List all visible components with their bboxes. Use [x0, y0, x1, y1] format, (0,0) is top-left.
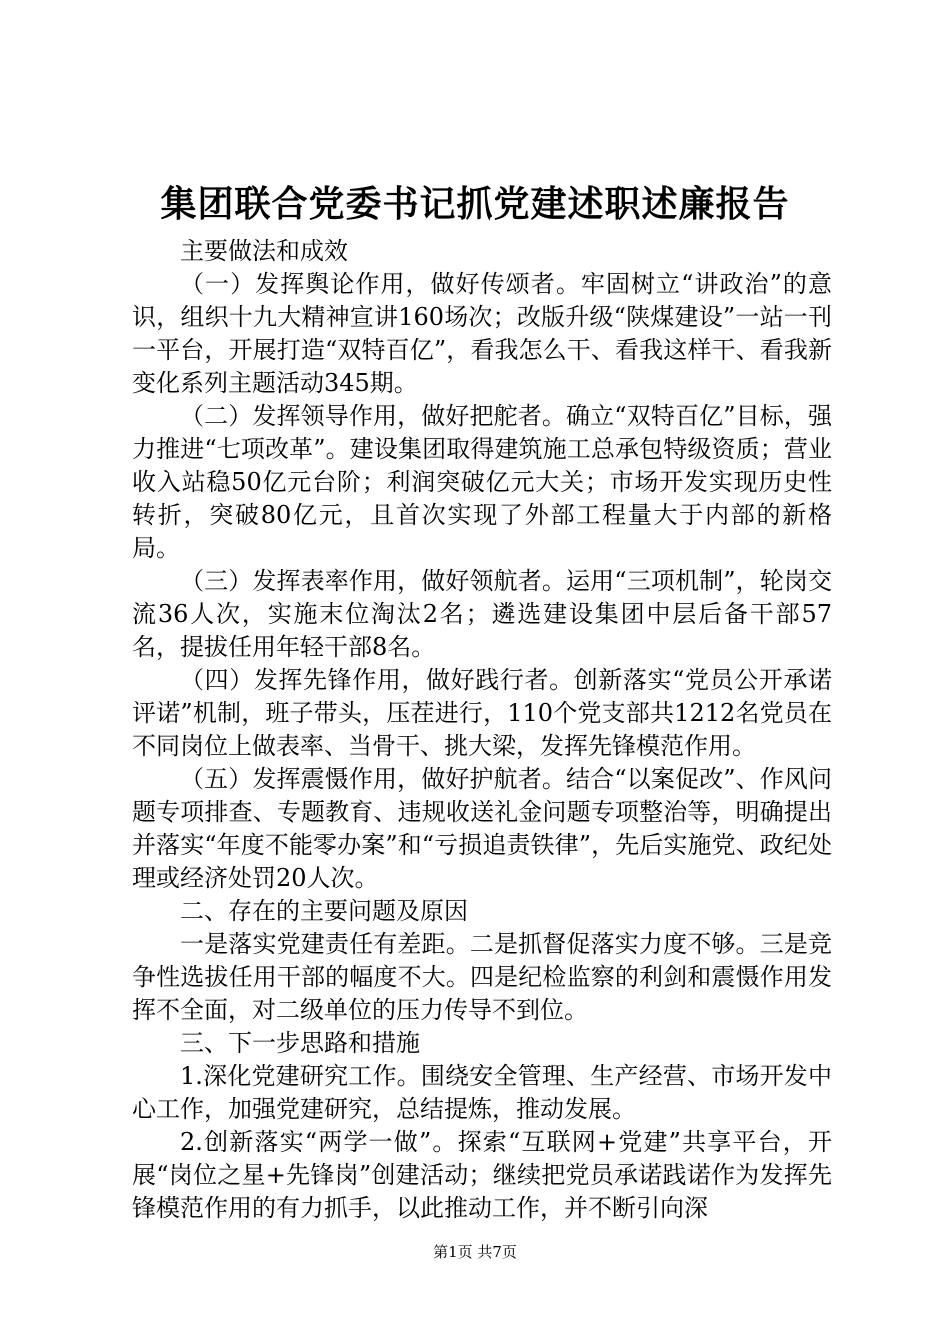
document-title: 集团联合党委书记抓党建述职述廉报告 [160, 183, 790, 225]
section-heading-achievements: 主要做法和成效 [180, 237, 348, 265]
paragraph-item-4: （四）发挥先锋作用，做好践行者。创新落实“党员公开承诺评诺”机制，班子带头，压茬进行，110个党支部共1212名党员在不同岗位上做表率、当骨干、挑大梁，发挥先锋模范作用。 [132, 666, 832, 760]
paragraph-item-3: （三）发挥表率作用，做好领航者。运用“三项机制”，轮岗交流36人次，实施末位淘汰2名；遴选建设集团中层后备干部57名，提拔任用年轻干部8名。 [132, 567, 832, 661]
paragraph-item-2: （二）发挥领导作用，做好把舵者。确立“双特百亿”目标，强力推进“七项改革”。建设集团取得建筑施工总承包特级资质；营业收入站稳50亿元台阶；利润突破亿元大关；市场开发实现历史性转折，突破80亿元，且首次实现了外部工程量大于内部的新格局。 [132, 402, 832, 562]
paragraph-measure-2: 2.创新落实“两学一做”。探索“互联网+党建”共享平台，开展“岗位之星+先锋岗”创建活动；继续把党员承诺践诺作为发挥先锋模范作用的有力抓手，以此推动工作，并不断引向深 [132, 1128, 832, 1222]
paragraph-item-1: （一）发挥舆论作用，做好传颂者。牢固树立“讲政治”的意识，组织十九大精神宣讲160场次；改版升级“陕煤建设”一站一刊一平台，开展打造“双特百亿”，看我怎么干、看我这样干、看我新变化系列主题活动345期。 [132, 270, 832, 397]
paragraph-measure-1: 1.深化党建研究工作。围绕安全管理、生产经营、市场开发中心工作，加强党建研究，总结提炼，推动发展。 [132, 1062, 832, 1123]
paragraph-item-5: （五）发挥震慑作用，做好护航者。结合“以案促改”、作风问题专项排查、专题教育、违规收送礼金问题专项整治等，明确提出并落实“年度不能零办案”和“亏损追责铁律”，先后实施党、政纪处理或经济处罚20人次。 [132, 765, 832, 892]
paragraph-problems: 一是落实党建责任有差距。二是抓督促落实力度不够。三是竞争性选拔任用干部的幅度不大。四是纪检监察的利剑和震慑作用发挥不全面，对二级单位的压力传导不到位。 [132, 930, 832, 1024]
page-footer: 第1页 共7页 [433, 1243, 517, 1261]
document-body [132, 235, 832, 1225]
section-heading-problems: 二、存在的主要问题及原因 [180, 897, 468, 925]
section-heading-next-steps: 三、下一步思路和措施 [180, 1029, 420, 1057]
